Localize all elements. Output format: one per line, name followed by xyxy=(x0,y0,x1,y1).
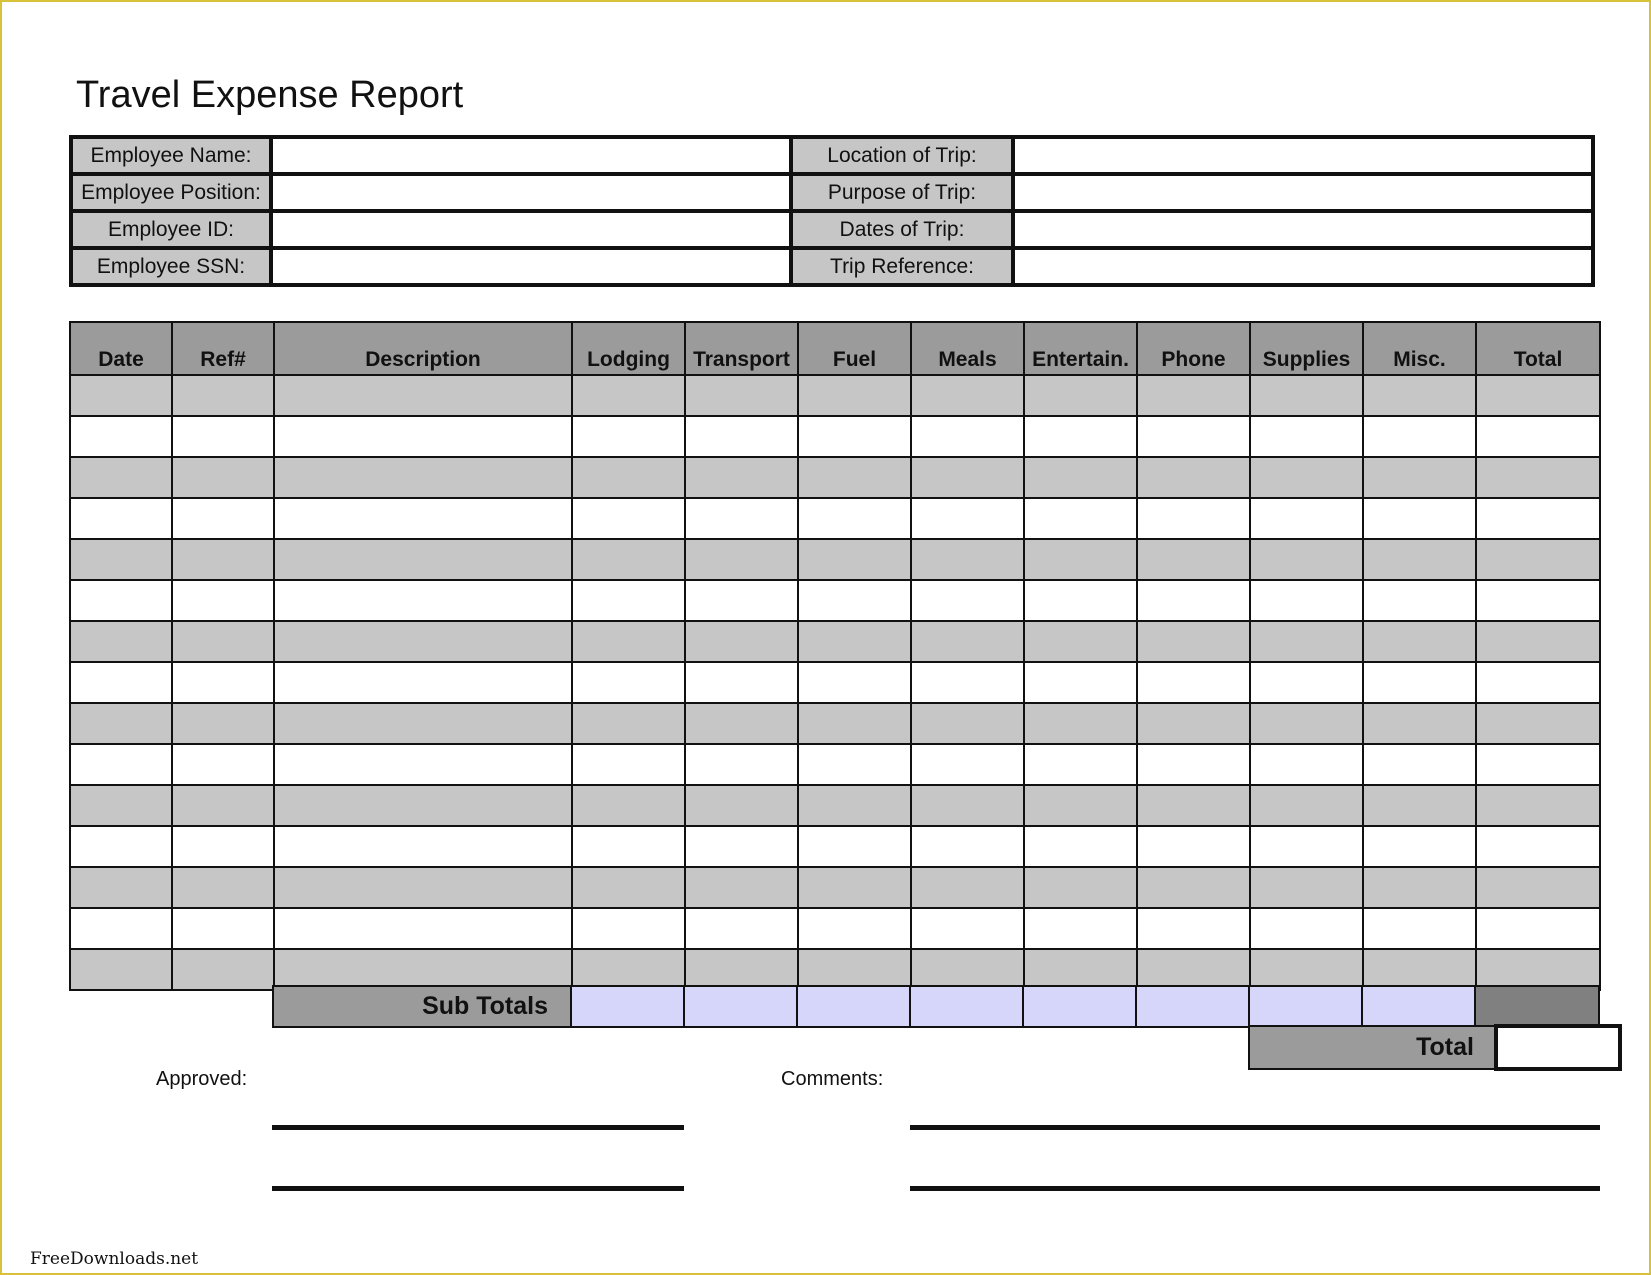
table-cell[interactable] xyxy=(798,867,911,908)
table-cell[interactable] xyxy=(172,908,274,949)
table-cell[interactable] xyxy=(572,662,685,703)
table-cell[interactable] xyxy=(911,662,1024,703)
table-cell[interactable] xyxy=(685,908,798,949)
grand-total-row xyxy=(1248,1024,1622,1071)
table-cell[interactable] xyxy=(1476,703,1600,744)
table-row xyxy=(70,416,1600,457)
table-cell[interactable] xyxy=(1363,580,1476,621)
table-cell[interactable] xyxy=(798,703,911,744)
employee-position-label: Employee Position: xyxy=(71,174,271,211)
table-cell[interactable] xyxy=(911,785,1024,826)
table-cell[interactable] xyxy=(274,375,572,416)
table-cell[interactable] xyxy=(911,908,1024,949)
info-row xyxy=(71,174,1593,211)
table-cell[interactable] xyxy=(911,949,1024,990)
subtotal-entertain[interactable] xyxy=(1023,986,1136,1027)
table-row xyxy=(70,949,1600,990)
table-cell[interactable] xyxy=(798,662,911,703)
table-cell[interactable] xyxy=(1476,621,1600,662)
table-cell[interactable] xyxy=(572,375,685,416)
purpose-of-trip-label: Purpose of Trip: xyxy=(791,174,1013,211)
location-of-trip-field[interactable] xyxy=(1013,137,1593,174)
table-cell[interactable] xyxy=(572,785,685,826)
table-cell[interactable] xyxy=(798,826,911,867)
table-cell[interactable] xyxy=(572,621,685,662)
table-cell[interactable] xyxy=(572,416,685,457)
expense-table-header xyxy=(70,322,1600,375)
table-cell[interactable] xyxy=(274,785,572,826)
table-cell[interactable] xyxy=(572,580,685,621)
table-cell[interactable] xyxy=(1137,908,1250,949)
table-cell[interactable] xyxy=(1250,457,1363,498)
table-cell[interactable] xyxy=(798,621,911,662)
comments-label: Comments: xyxy=(781,1068,884,1090)
table-cell[interactable] xyxy=(1250,908,1363,949)
table-cell[interactable] xyxy=(1363,662,1476,703)
table-cell[interactable] xyxy=(1250,580,1363,621)
subtotal-meals[interactable] xyxy=(910,986,1023,1027)
table-cell[interactable] xyxy=(172,539,274,580)
table-cell[interactable] xyxy=(798,949,911,990)
column-header-meals: Meals xyxy=(911,322,1024,375)
column-header-lodging: Lodging xyxy=(572,322,685,375)
table-cell[interactable] xyxy=(798,539,911,580)
approved-label: Approved: xyxy=(156,1068,248,1090)
trip-reference-field[interactable] xyxy=(1013,248,1593,285)
table-cell[interactable] xyxy=(274,908,572,949)
table-cell[interactable] xyxy=(1363,785,1476,826)
table-cell[interactable] xyxy=(1250,621,1363,662)
table-cell[interactable] xyxy=(1476,949,1600,990)
info-row xyxy=(71,211,1593,248)
table-cell[interactable] xyxy=(1137,662,1250,703)
table-cell[interactable] xyxy=(172,703,274,744)
table-cell[interactable] xyxy=(1476,375,1600,416)
employee-ssn-field[interactable] xyxy=(271,248,791,285)
table-cell[interactable] xyxy=(798,457,911,498)
table-cell[interactable] xyxy=(274,416,572,457)
table-cell[interactable] xyxy=(1024,539,1137,580)
table-cell[interactable] xyxy=(1363,867,1476,908)
table-cell[interactable] xyxy=(70,498,172,539)
column-header-misc: Misc. xyxy=(1363,322,1476,375)
table-cell[interactable] xyxy=(1363,744,1476,785)
comments-line-2[interactable] xyxy=(910,1186,1600,1191)
table-row xyxy=(70,703,1600,744)
employee-id-field[interactable] xyxy=(271,211,791,248)
table-cell[interactable] xyxy=(685,539,798,580)
table-cell[interactable] xyxy=(1137,867,1250,908)
table-cell[interactable] xyxy=(685,416,798,457)
table-row xyxy=(70,580,1600,621)
table-cell[interactable] xyxy=(1024,416,1137,457)
table-cell[interactable] xyxy=(1250,826,1363,867)
table-cell[interactable] xyxy=(572,826,685,867)
table-cell[interactable] xyxy=(1250,416,1363,457)
table-cell[interactable] xyxy=(1137,498,1250,539)
approved-signature-line-2[interactable] xyxy=(272,1186,684,1191)
table-cell[interactable] xyxy=(1024,949,1137,990)
table-row xyxy=(70,908,1600,949)
table-cell[interactable] xyxy=(1137,621,1250,662)
table-cell[interactable] xyxy=(1024,908,1137,949)
table-cell[interactable] xyxy=(1137,785,1250,826)
table-cell[interactable] xyxy=(70,908,172,949)
table-cell[interactable] xyxy=(274,580,572,621)
table-row xyxy=(70,826,1600,867)
subtotal-misc[interactable] xyxy=(1362,986,1475,1027)
table-cell[interactable] xyxy=(1476,457,1600,498)
table-row xyxy=(70,498,1600,539)
subtotals-label: Sub Totals xyxy=(273,986,571,1027)
subtotal-fuel[interactable] xyxy=(797,986,910,1027)
table-cell[interactable] xyxy=(1476,662,1600,703)
table-cell[interactable] xyxy=(911,457,1024,498)
table-cell[interactable] xyxy=(1024,498,1137,539)
table-cell[interactable] xyxy=(1137,744,1250,785)
table-cell[interactable] xyxy=(172,785,274,826)
table-cell[interactable] xyxy=(685,703,798,744)
table-cell[interactable] xyxy=(1250,498,1363,539)
table-cell[interactable] xyxy=(1250,703,1363,744)
table-cell[interactable] xyxy=(172,662,274,703)
table-cell[interactable] xyxy=(1363,703,1476,744)
table-cell[interactable] xyxy=(1250,539,1363,580)
column-header-phone: Phone xyxy=(1137,322,1250,375)
subtotal-phone[interactable] xyxy=(1136,986,1249,1027)
table-row xyxy=(70,785,1600,826)
grand-total-field[interactable] xyxy=(1496,1026,1620,1069)
grand-total-label: Total xyxy=(1249,1026,1496,1069)
table-cell[interactable] xyxy=(1476,826,1600,867)
table-cell[interactable] xyxy=(572,949,685,990)
table-cell[interactable] xyxy=(1137,703,1250,744)
table-cell[interactable] xyxy=(1363,908,1476,949)
subtotal-transport[interactable] xyxy=(684,986,797,1027)
table-cell[interactable] xyxy=(70,457,172,498)
table-cell[interactable] xyxy=(1476,498,1600,539)
table-cell[interactable] xyxy=(274,498,572,539)
table-cell[interactable] xyxy=(1024,826,1137,867)
table-cell[interactable] xyxy=(798,908,911,949)
table-cell[interactable] xyxy=(911,498,1024,539)
table-cell[interactable] xyxy=(1250,785,1363,826)
employee-id-label: Employee ID: xyxy=(71,211,271,248)
column-header-date: Date xyxy=(70,322,172,375)
table-cell[interactable] xyxy=(798,580,911,621)
table-row xyxy=(70,457,1600,498)
column-header-description: Description xyxy=(274,322,572,375)
table-cell[interactable] xyxy=(1476,867,1600,908)
table-cell[interactable] xyxy=(70,539,172,580)
location-of-trip-label: Location of Trip: xyxy=(791,137,1013,174)
dates-of-trip-label: Dates of Trip: xyxy=(791,211,1013,248)
table-cell[interactable] xyxy=(1250,744,1363,785)
table-row xyxy=(70,662,1600,703)
table-cell[interactable] xyxy=(1363,498,1476,539)
table-cell[interactable] xyxy=(1363,539,1476,580)
table-cell[interactable] xyxy=(70,826,172,867)
table-cell[interactable] xyxy=(572,744,685,785)
table-cell[interactable] xyxy=(274,539,572,580)
table-cell[interactable] xyxy=(911,375,1024,416)
table-cell[interactable] xyxy=(70,416,172,457)
trip-reference-label: Trip Reference: xyxy=(791,248,1013,285)
table-cell[interactable] xyxy=(1476,744,1600,785)
table-cell[interactable] xyxy=(1137,580,1250,621)
table-cell[interactable] xyxy=(911,867,1024,908)
table-cell[interactable] xyxy=(1363,949,1476,990)
table-cell[interactable] xyxy=(1024,621,1137,662)
table-cell[interactable] xyxy=(1476,580,1600,621)
subtotal-supplies[interactable] xyxy=(1249,986,1362,1027)
table-cell[interactable] xyxy=(911,580,1024,621)
table-cell[interactable] xyxy=(1250,375,1363,416)
table-cell[interactable] xyxy=(70,703,172,744)
column-header-transport: Transport xyxy=(685,322,798,375)
expense-table xyxy=(69,321,1601,991)
table-cell[interactable] xyxy=(685,867,798,908)
table-cell[interactable] xyxy=(1024,867,1137,908)
column-header-fuel: Fuel xyxy=(798,322,911,375)
table-cell[interactable] xyxy=(1363,826,1476,867)
table-cell[interactable] xyxy=(911,539,1024,580)
table-cell[interactable] xyxy=(172,826,274,867)
table-cell[interactable] xyxy=(172,744,274,785)
table-cell[interactable] xyxy=(911,621,1024,662)
table-cell[interactable] xyxy=(572,498,685,539)
table-cell[interactable] xyxy=(70,580,172,621)
dates-of-trip-field[interactable] xyxy=(1013,211,1593,248)
table-cell[interactable] xyxy=(798,498,911,539)
column-header-total: Total xyxy=(1476,322,1600,375)
column-header-entertain: Entertain. xyxy=(1024,322,1137,375)
table-cell[interactable] xyxy=(70,662,172,703)
table-cell[interactable] xyxy=(911,744,1024,785)
table-cell[interactable] xyxy=(70,621,172,662)
table-cell[interactable] xyxy=(685,457,798,498)
subtotals-row xyxy=(272,985,1600,1028)
subtotal-lodging[interactable] xyxy=(571,986,684,1027)
subtotal-total xyxy=(1475,986,1599,1027)
table-cell[interactable] xyxy=(798,785,911,826)
table-cell[interactable] xyxy=(798,416,911,457)
page-title: Travel Expense Report xyxy=(76,74,464,116)
table-cell[interactable] xyxy=(1137,949,1250,990)
table-row xyxy=(70,744,1600,785)
table-cell[interactable] xyxy=(572,703,685,744)
table-cell[interactable] xyxy=(274,867,572,908)
table-cell[interactable] xyxy=(172,416,274,457)
table-cell[interactable] xyxy=(1363,457,1476,498)
table-cell[interactable] xyxy=(685,744,798,785)
table-cell[interactable] xyxy=(70,375,172,416)
table-cell[interactable] xyxy=(1024,662,1137,703)
table-cell[interactable] xyxy=(1137,375,1250,416)
employee-position-field[interactable] xyxy=(271,174,791,211)
column-header-ref: Ref# xyxy=(172,322,274,375)
table-cell[interactable] xyxy=(1137,416,1250,457)
table-cell[interactable] xyxy=(685,375,798,416)
table-cell[interactable] xyxy=(572,457,685,498)
table-cell[interactable] xyxy=(172,498,274,539)
table-cell[interactable] xyxy=(1250,867,1363,908)
table-cell[interactable] xyxy=(1024,580,1137,621)
table-cell[interactable] xyxy=(274,826,572,867)
approved-signature-line-1[interactable] xyxy=(272,1125,684,1130)
table-cell[interactable] xyxy=(911,416,1024,457)
table-cell[interactable] xyxy=(1250,949,1363,990)
table-cell[interactable] xyxy=(274,703,572,744)
table-cell[interactable] xyxy=(1137,539,1250,580)
info-row xyxy=(71,137,1593,174)
table-cell[interactable] xyxy=(1024,744,1137,785)
table-cell[interactable] xyxy=(572,867,685,908)
table-cell[interactable] xyxy=(1363,416,1476,457)
info-row xyxy=(71,248,1593,285)
table-cell[interactable] xyxy=(1476,539,1600,580)
employee-ssn-label: Employee SSN: xyxy=(71,248,271,285)
table-cell[interactable] xyxy=(274,744,572,785)
table-row xyxy=(70,867,1600,908)
table-cell[interactable] xyxy=(172,457,274,498)
table-cell[interactable] xyxy=(1024,703,1137,744)
comments-line-1[interactable] xyxy=(910,1125,1600,1130)
table-cell[interactable] xyxy=(685,580,798,621)
table-cell[interactable] xyxy=(1024,785,1137,826)
table-cell[interactable] xyxy=(572,539,685,580)
table-cell[interactable] xyxy=(911,826,1024,867)
table-cell[interactable] xyxy=(685,498,798,539)
table-cell[interactable] xyxy=(685,785,798,826)
table-cell[interactable] xyxy=(1024,375,1137,416)
table-cell[interactable] xyxy=(70,867,172,908)
table-cell[interactable] xyxy=(572,908,685,949)
table-cell[interactable] xyxy=(685,662,798,703)
employee-info-table xyxy=(69,135,1595,287)
table-cell[interactable] xyxy=(685,949,798,990)
table-cell[interactable] xyxy=(172,867,274,908)
table-cell[interactable] xyxy=(274,949,572,990)
table-cell[interactable] xyxy=(70,785,172,826)
table-cell[interactable] xyxy=(274,457,572,498)
table-cell[interactable] xyxy=(911,703,1024,744)
table-cell[interactable] xyxy=(685,621,798,662)
table-cell[interactable] xyxy=(172,949,274,990)
table-cell[interactable] xyxy=(172,375,274,416)
table-row xyxy=(70,621,1600,662)
employee-name-field[interactable] xyxy=(271,137,791,174)
table-cell[interactable] xyxy=(172,580,274,621)
table-cell[interactable] xyxy=(798,744,911,785)
table-cell[interactable] xyxy=(1363,375,1476,416)
table-cell[interactable] xyxy=(70,744,172,785)
table-cell[interactable] xyxy=(70,949,172,990)
table-cell[interactable] xyxy=(798,375,911,416)
table-cell[interactable] xyxy=(685,826,798,867)
table-cell[interactable] xyxy=(1476,416,1600,457)
watermark-text: FreeDownloads.net xyxy=(30,1249,199,1269)
purpose-of-trip-field[interactable] xyxy=(1013,174,1593,211)
expense-table-body xyxy=(70,375,1600,990)
table-cell[interactable] xyxy=(1250,662,1363,703)
table-cell[interactable] xyxy=(274,662,572,703)
table-row xyxy=(70,375,1600,416)
table-cell[interactable] xyxy=(274,621,572,662)
column-header-supplies: Supplies xyxy=(1250,322,1363,375)
table-cell[interactable] xyxy=(172,621,274,662)
table-cell[interactable] xyxy=(1137,457,1250,498)
table-cell[interactable] xyxy=(1476,908,1600,949)
table-row xyxy=(70,539,1600,580)
table-cell[interactable] xyxy=(1476,785,1600,826)
table-cell[interactable] xyxy=(1024,457,1137,498)
employee-name-label: Employee Name: xyxy=(71,137,271,174)
table-cell[interactable] xyxy=(1363,621,1476,662)
table-cell[interactable] xyxy=(1137,826,1250,867)
